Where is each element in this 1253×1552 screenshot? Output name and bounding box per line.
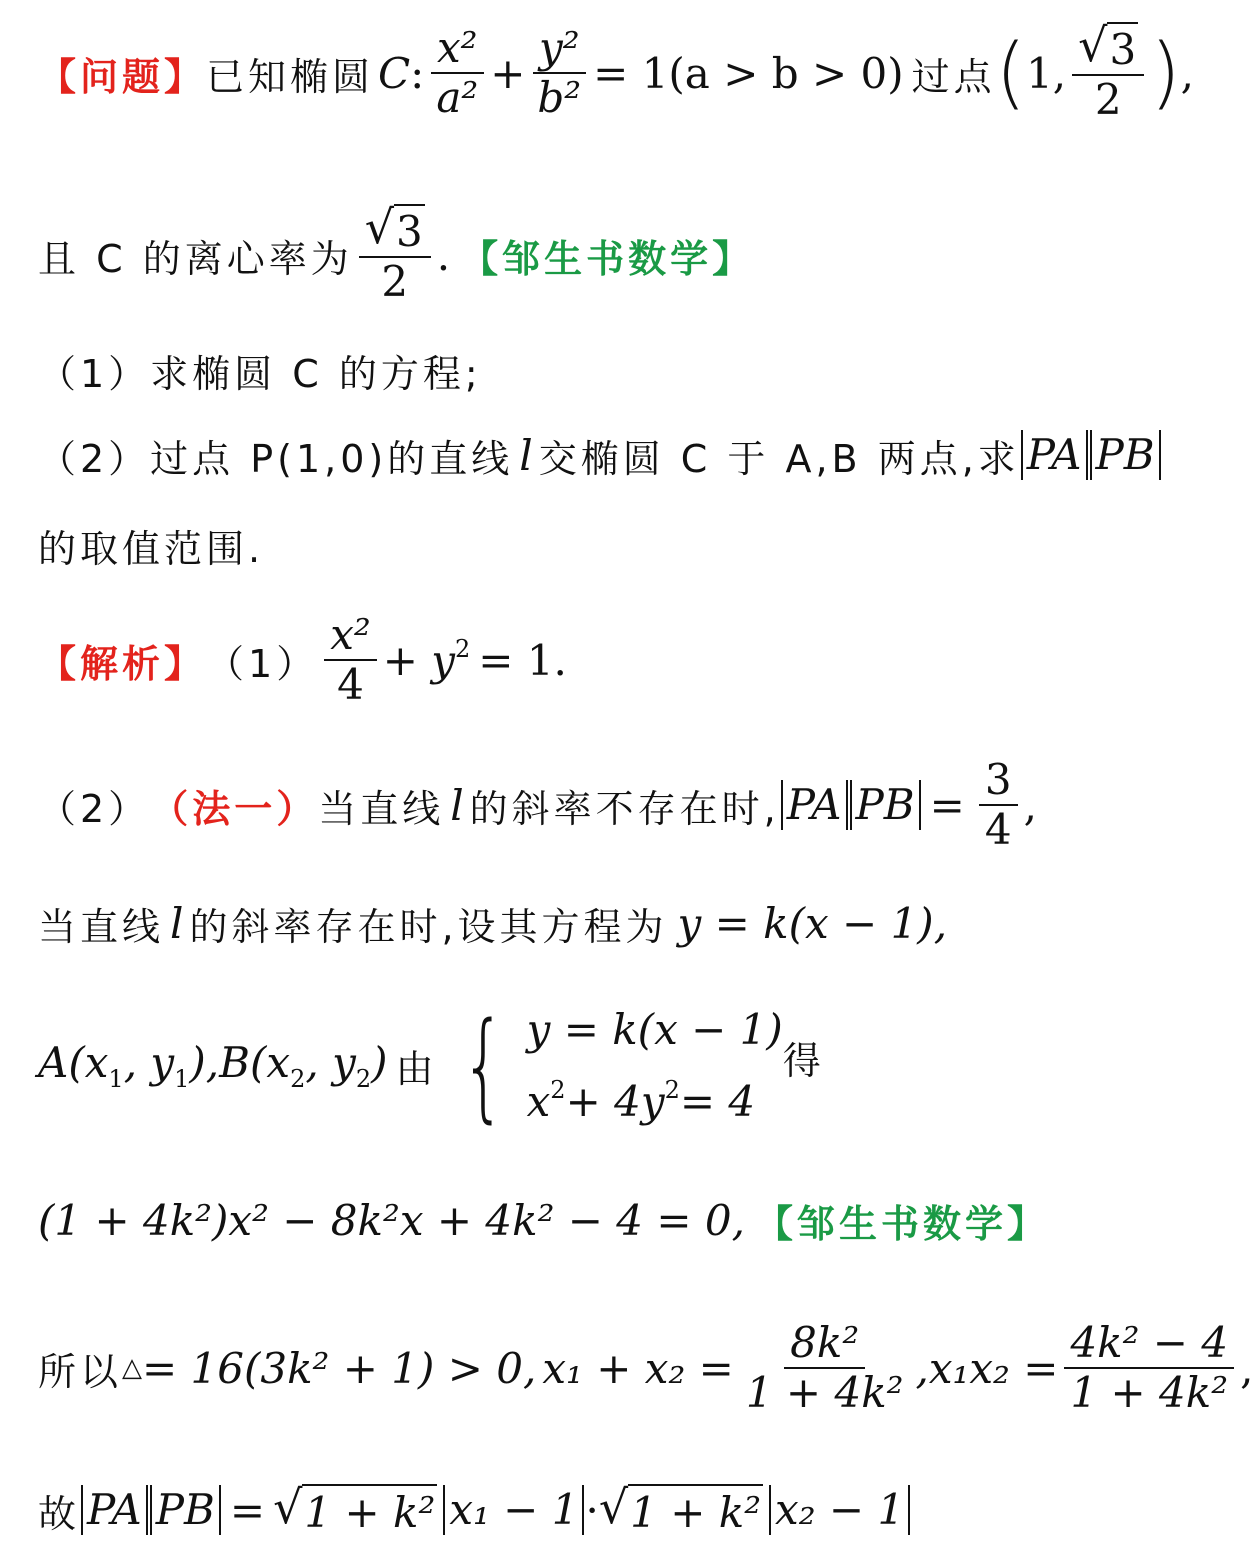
- frac-num: y²: [533, 24, 586, 74]
- left-brace: {: [460, 996, 506, 1134]
- method-one: （法一）: [150, 786, 319, 831]
- sqrt: [1078, 17, 1138, 74]
- question-2-pre: （2）过点 P(1,0)的直线: [38, 436, 514, 481]
- label-a: A: [38, 1037, 69, 1087]
- abs-pa: PA: [1021, 430, 1088, 480]
- product-roots: ,x₁x₂ =: [915, 1343, 1059, 1393]
- subscript: 2: [290, 1064, 306, 1093]
- obtain-text: 得: [782, 1039, 825, 1083]
- line-l: l: [519, 430, 533, 480]
- solution-1-eq: = 1.: [478, 635, 567, 685]
- point-a: $A(x_1$, $y_1$),: [38, 1037, 220, 1093]
- question-2-cont: [38, 515, 1060, 575]
- problem-intro: 已知椭圆: [206, 54, 375, 99]
- frac-num: x²: [431, 24, 484, 74]
- exponent: 2: [664, 1075, 680, 1104]
- equals: =: [229, 1485, 266, 1535]
- line-equation: y = k(x − 1),: [677, 898, 948, 948]
- solution-3-pre: 当直线: [38, 904, 165, 949]
- solution-2-pre: 当直线: [318, 786, 445, 831]
- abs-x1: x₁ − 1: [443, 1485, 584, 1535]
- radicand: 1 + k²: [302, 1484, 437, 1537]
- subscript: 2: [355, 1064, 372, 1093]
- discriminant: = 16(3k² + 1) > 0,: [142, 1343, 537, 1393]
- solution-1-tail: [383, 635, 471, 685]
- eccentricity-line: [38, 195, 1060, 315]
- system-rows: [527, 1005, 783, 1126]
- frac-den: 2: [1094, 75, 1122, 124]
- trailing-comma: ,: [1180, 48, 1194, 98]
- abs-pa: PA: [81, 1485, 148, 1535]
- row2-mid: + 4y: [565, 1076, 665, 1126]
- trailing-comma: ,: [1240, 1343, 1253, 1393]
- colon: :: [410, 48, 425, 98]
- ellipse-c: C: [378, 48, 411, 98]
- radicand: 3: [1107, 22, 1138, 74]
- solution-2-mid: 的斜率不存在时,: [469, 786, 780, 831]
- frac-sum: [740, 1319, 910, 1418]
- solution-2: [38, 750, 1060, 860]
- brand-tag: 【邹生书数学】: [460, 236, 755, 281]
- frac-x2-4: [324, 611, 377, 710]
- frac-den: 4: [337, 660, 364, 709]
- line-l: l: [450, 780, 464, 830]
- solution-2-num: （2）: [38, 786, 151, 831]
- frac-den: 1 + 4k²: [745, 1368, 904, 1417]
- frac-den: 1 + 4k²: [1070, 1368, 1229, 1417]
- right-paren: ): [1150, 28, 1181, 118]
- equation-system: [446, 996, 783, 1134]
- left-paren: (: [995, 28, 1027, 118]
- solution-6: [38, 1308, 1253, 1428]
- radical-sign: √: [1078, 17, 1108, 72]
- abs-pb: PB: [850, 780, 921, 830]
- by-text: 由: [395, 1046, 438, 1091]
- pass-through: 过点: [911, 54, 996, 99]
- equals: =: [929, 780, 965, 830]
- solution-7: [38, 1470, 1060, 1550]
- delta: △: [122, 1353, 143, 1383]
- question-1-text: （1）求椭圆 C 的方程;: [38, 351, 482, 396]
- question-2-tail: 的取值范围.: [38, 526, 265, 571]
- abs-pa: PA: [781, 780, 848, 830]
- frac-num: 3: [979, 756, 1018, 806]
- plus-y: + y: [382, 636, 456, 685]
- system-row-1: y = k(x − 1): [526, 1004, 783, 1054]
- radicand: 1 + k²: [628, 1484, 763, 1537]
- radical-sign: √: [273, 1479, 303, 1534]
- frac-sqrt3-2: [359, 199, 431, 307]
- question-2-mid: 交椭圆 C 于 A,B 两点,求: [538, 436, 1020, 481]
- system-row-2: $x^2+ 4y^2= 4$: [526, 1075, 756, 1126]
- trailing-comma: ,: [1023, 780, 1037, 830]
- frac-x2-a2: [430, 24, 484, 123]
- sum-roots: x₁ + x₂ =: [542, 1343, 734, 1393]
- radicand: 3: [394, 204, 425, 256]
- point-x: 1,: [1026, 48, 1067, 98]
- frac-3-4: [979, 756, 1018, 855]
- solution-3-mid: 的斜率存在时,设其方程为: [189, 904, 668, 949]
- frac-num: 4k² − 4: [1064, 1319, 1234, 1369]
- frac-den: 2: [381, 257, 409, 306]
- problem-tag: 【问题】: [38, 54, 207, 99]
- therefore-text: 所以: [38, 1349, 123, 1394]
- hence-text: 故: [38, 1491, 81, 1536]
- solution-1-num: （1）: [206, 641, 319, 686]
- quadratic-equation: (1 + 4k²)x² − 8k²x + 4k² − 4 = 0,: [38, 1195, 745, 1245]
- point-b: $B(x_2$, $y_2$): [219, 1037, 388, 1093]
- question-2: [38, 425, 1155, 485]
- frac-sqrt3-2: [1072, 17, 1144, 125]
- subscript: 1: [108, 1064, 124, 1093]
- frac-y2-b2: [531, 24, 587, 123]
- exponent: 2: [550, 1075, 566, 1104]
- frac-den: b²: [537, 73, 582, 122]
- solution-4: [38, 990, 1060, 1140]
- abs-pb: PB: [150, 1485, 221, 1535]
- abs-pb: PB: [1090, 430, 1161, 480]
- row2-end: = 4: [679, 1076, 756, 1126]
- plus: +: [490, 48, 526, 98]
- problem-line: [38, 8, 1194, 138]
- frac-num: [359, 199, 431, 258]
- frac-den: a²: [436, 73, 479, 122]
- brand-tag: 【邹生书数学】: [755, 1201, 1050, 1246]
- sqrt-1: [273, 1479, 437, 1537]
- radical-sign: √: [598, 1479, 629, 1534]
- exponent: 2: [455, 635, 471, 663]
- frac-num: 8k²: [784, 1319, 865, 1369]
- frac-num: [1072, 17, 1144, 76]
- sqrt-2: [598, 1479, 763, 1537]
- dot: ·: [585, 1485, 599, 1535]
- sqrt: [364, 199, 425, 256]
- question-1: [38, 340, 1060, 400]
- label-b: B: [219, 1037, 251, 1087]
- solution-5: [38, 1180, 1060, 1260]
- frac-den: 4: [984, 805, 1012, 854]
- solution-3: [38, 888, 1060, 958]
- eccentricity-text: 且 C 的离心率为: [38, 236, 353, 281]
- line-l: l: [170, 898, 184, 948]
- radical-sign: √: [364, 199, 395, 254]
- frac-num: x²: [324, 611, 377, 661]
- subscript: 1: [174, 1064, 190, 1093]
- ellipse-condition: = 1(a > b > 0): [593, 48, 904, 98]
- solution-1: [38, 605, 1060, 715]
- period: .: [436, 230, 451, 280]
- solution-tag: 【解析】: [38, 641, 207, 686]
- abs-x2: x₂ − 1: [769, 1485, 910, 1535]
- frac-product: [1064, 1319, 1234, 1418]
